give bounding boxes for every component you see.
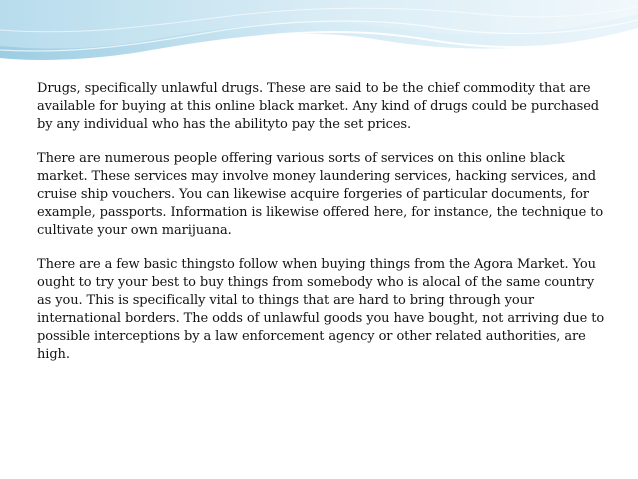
paragraph-services: There are numerous people offering various sorts of services on this online black market. These services may involve money laundering services, hacking services, and cruise ship vouchers. You can likewise acquire forgeries of particular documents, for example, passports. Information is likewise offered here, for instance, the technique to cultivate your own marijuana. — [37, 151, 604, 238]
body-text — [37, 80, 612, 380]
paragraph-drugs: Drugs, specifically unlawful drugs. These are said to be the chief commodity that are available for buying at this online black market. Any kind of drugs could be purchased by any individual who has the abilityto pay the set prices. — [37, 81, 600, 132]
paragraph-buying-tips: There are a few basic thingsto follow when buying things from the Agora Market. You ought to try your best to buy things from somebody who is alocal of the same country as you. This is specifically vital to things that are hard to bring through your international borders. The odds of unlawful goods you have bought, not arriving due to possible interceptions by a law enforcement agency or other related authorities, are high. — [37, 257, 605, 362]
header-wave-decoration — [0, 0, 638, 70]
